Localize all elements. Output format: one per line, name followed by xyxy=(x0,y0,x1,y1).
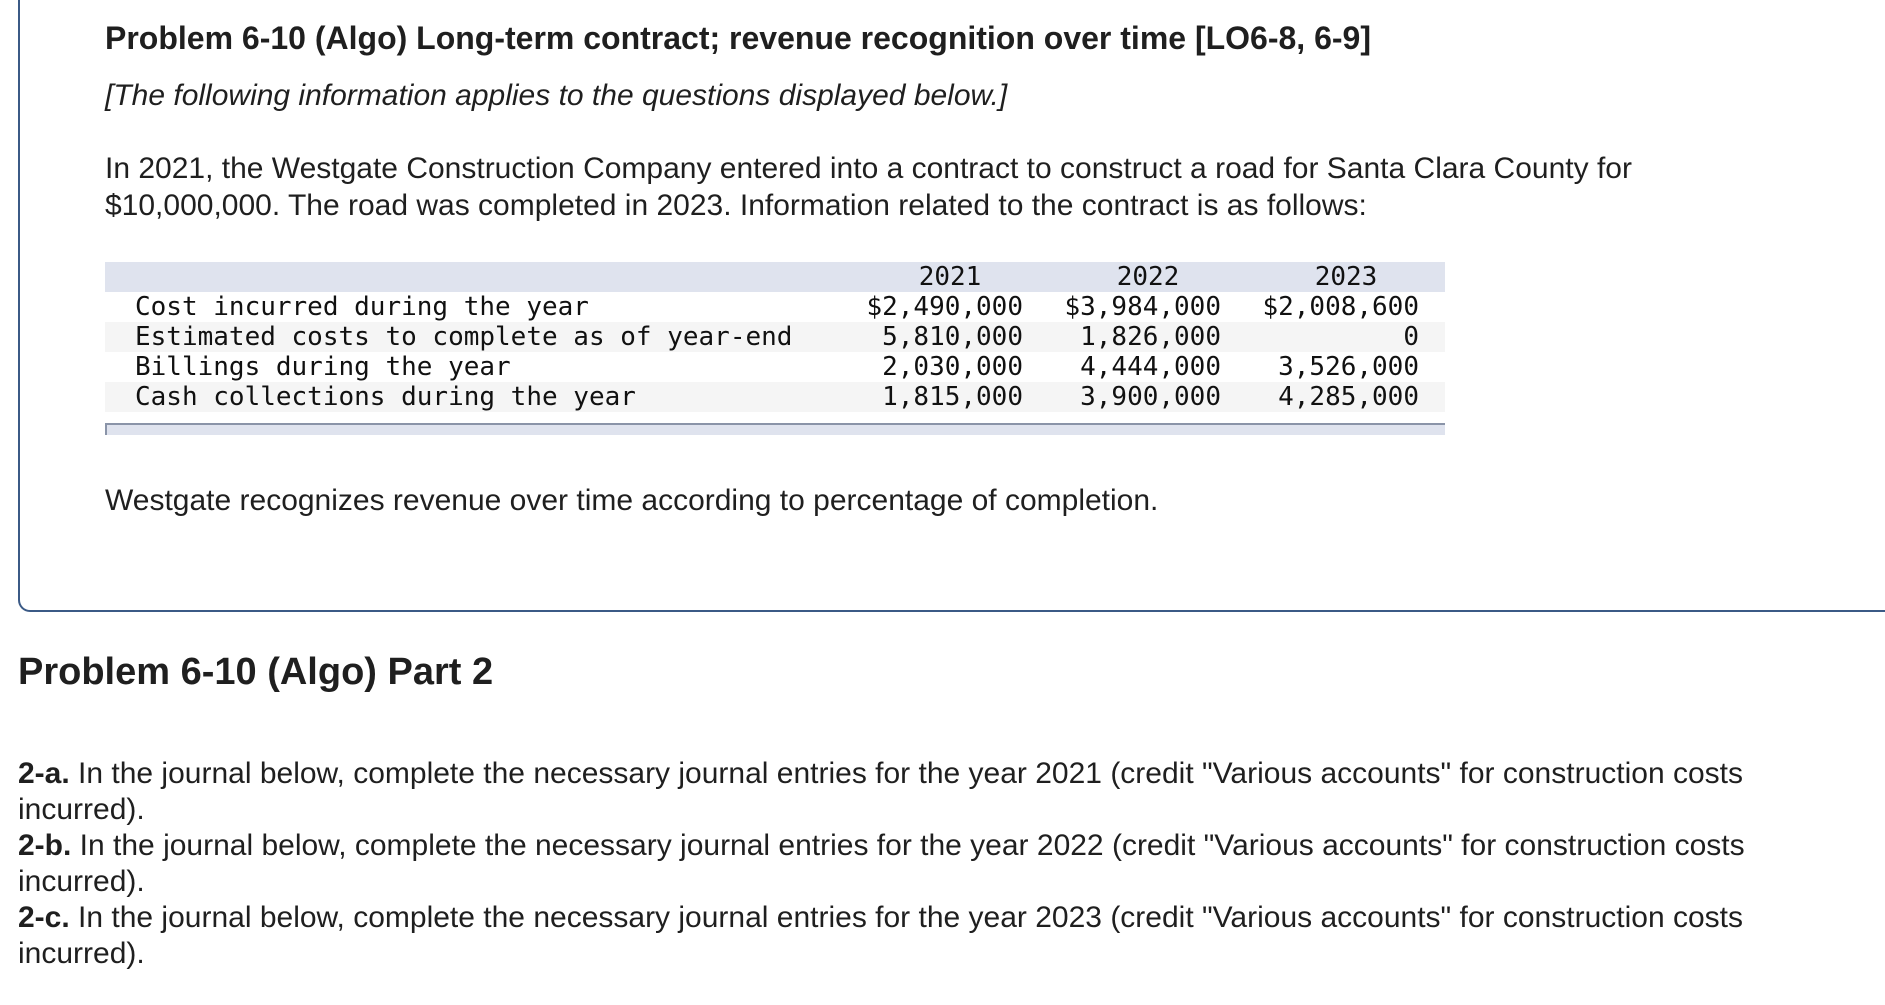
table-cell: 1,815,000 xyxy=(851,382,1049,412)
table-cell: $2,008,600 xyxy=(1247,292,1445,322)
instruction-text: In the journal below, complete the necessary journal entries for the year 2022 (credit "Various accounts" for construction costs incurred). xyxy=(18,829,1745,898)
table-row xyxy=(105,382,1445,412)
instruction-tag: 2-b. xyxy=(18,829,72,862)
instruction-2b xyxy=(18,828,1878,900)
instruction-2a xyxy=(18,756,1878,828)
contract-data-table xyxy=(105,262,1445,412)
table-header-row xyxy=(105,262,1445,292)
table-cell: $2,490,000 xyxy=(851,292,1049,322)
table-row xyxy=(105,322,1445,352)
instruction-2c xyxy=(18,900,1878,972)
row-label: Cost incurred during the year xyxy=(105,292,851,322)
table-header-label xyxy=(105,262,851,292)
instruction-tag: 2-a. xyxy=(18,757,70,790)
instruction-text: In the journal below, complete the necessary journal entries for the year 2023 (credit "Various accounts" for construction costs incurred). xyxy=(18,901,1743,970)
year-header-2023: 2023 xyxy=(1247,262,1445,292)
instruction-tag: 2-c. xyxy=(18,901,70,934)
table-cell: 2,030,000 xyxy=(851,352,1049,382)
table-footer-bar xyxy=(105,423,1445,435)
table-cell: 0 xyxy=(1247,322,1445,352)
table-cell: 1,826,000 xyxy=(1049,322,1247,352)
instructions xyxy=(18,756,1878,972)
intro-note: [The following information applies to the questions displayed below.] xyxy=(105,79,1008,112)
table-row xyxy=(105,352,1445,382)
row-label: Cash collections during the year xyxy=(105,382,851,412)
row-label: Estimated costs to complete as of year-end xyxy=(105,322,851,352)
table-cell: 5,810,000 xyxy=(851,322,1049,352)
table-cell: 3,526,000 xyxy=(1247,352,1445,382)
instruction-text: In the journal below, complete the necessary journal entries for the year 2021 (credit "Various accounts" for construction costs incurred). xyxy=(18,757,1743,826)
table-cell: 3,900,000 xyxy=(1049,382,1247,412)
problem-title: Problem 6-10 (Algo) Long-term contract; revenue recognition over time [LO6-8, 6-9] xyxy=(105,20,1371,56)
method-note: Westgate recognizes revenue over time according to percentage of completion. xyxy=(105,484,1159,517)
scenario-text: In 2021, the Westgate Construction Company entered into a contract to construct a road for Santa Clara County for $10,000,000. The road was completed in 2023. Information related to the contract is as follows: xyxy=(105,152,1632,222)
table-cell: $3,984,000 xyxy=(1049,292,1247,322)
year-header-2021: 2021 xyxy=(851,262,1049,292)
part-title: Problem 6-10 (Algo) Part 2 xyxy=(18,651,494,693)
table-cell: 4,444,000 xyxy=(1049,352,1247,382)
row-label: Billings during the year xyxy=(105,352,851,382)
year-header-2022: 2022 xyxy=(1049,262,1247,292)
table-row xyxy=(105,292,1445,322)
table-cell: 4,285,000 xyxy=(1247,382,1445,412)
